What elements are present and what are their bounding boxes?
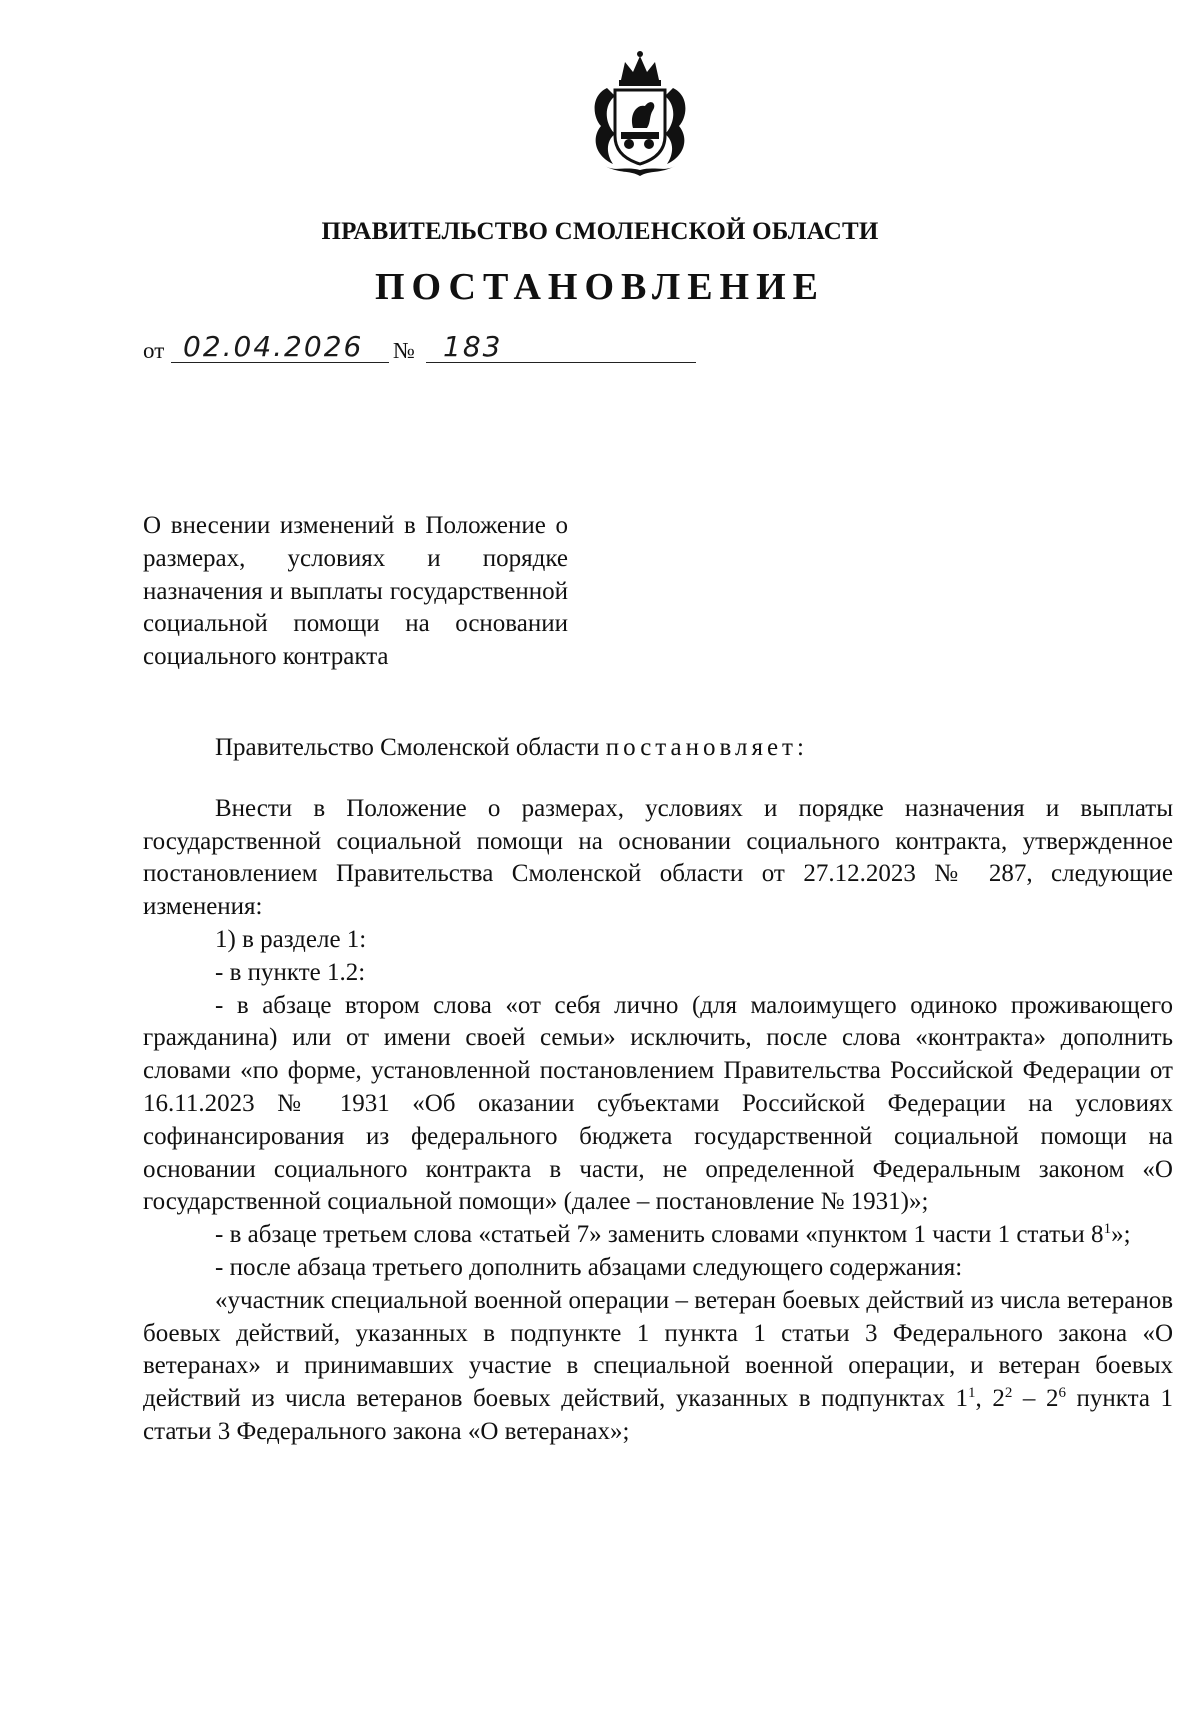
handwritten-number: 183 (443, 330, 503, 363)
para5-end: пункта 1 статьи 3 Федерального закона «О ветеранах»; (143, 1385, 1174, 1445)
number-label: № (393, 338, 415, 363)
coat-of-arms-emblem (585, 48, 695, 178)
government-name: ПРАВИТЕЛЬСТВО СМОЛЕНСКОЙ ОБЛАСТИ (321, 218, 879, 245)
para5-sep-1: , 2 (975, 1385, 1005, 1413)
paragraph-svo-participant (143, 1285, 1173, 1449)
document-body (143, 732, 1173, 1449)
document-type-title: ПОСТАНОВЛЕНИЕ (374, 266, 826, 308)
paragraph-item-1-sub: - в пункте 1.2: (215, 958, 366, 986)
date-label: от (143, 338, 165, 363)
para3-text: - в абзаце третьем слова «статьей 7» заменить словами «пунктом 1 части 1 статьи 8 (215, 1221, 1104, 1249)
preamble-text: Правительство Смоленской области (215, 734, 606, 761)
paragraph-abzac-3 (143, 1219, 1173, 1252)
paragraph-add-abzacs: - после абзаца третьего дополнить абзацами следующего содержания: (215, 1253, 963, 1281)
paragraph-item-1: 1) в разделе 1: (215, 925, 367, 953)
document-subject: О внесении изменений в Положение о размерах, условиях и порядке назначения и выплаты государственной социальной помощи на основании социального контракта (143, 512, 568, 671)
para3-end: »; (1111, 1221, 1131, 1249)
para5-sup-2: 2 (1004, 1385, 1013, 1402)
dateline (143, 330, 563, 370)
para5-sep-2: – 2 (1012, 1385, 1059, 1413)
paragraph-intro: Внести в Положение о размерах, условиях и порядке назначения и выплаты государственной социальной помощи на основании социального контракта, утвержденное постановлением Правительства Смоленской области от 27.12.2023 № 287, следующие изменения: (143, 794, 1173, 921)
para5-sup-1: 1 (968, 1385, 976, 1402)
preamble-verb: постановляет: (605, 734, 808, 761)
paragraph-abzac-2: - в абзаце втором слова «от себя лично (для малоимущего одиноко проживающего гражданина) или от имени своей семьи» исключить, после слова «контракта» дополнить словами «по форме, установленной постановлением Правительства Российской Федерации от 16.11.2023 № 1931 «Об оказании субъектами Российской Федерации на условиях софинансирования из федерального бюджета государственной социальной помощи на основании социального контракта в части, не определенной Федеральным законом «О государственной социальной помощи» (далее – постановление № 1931)»; (143, 991, 1173, 1216)
para5-text: «участник специальной военной операции – ветеран боевых действий из числа ветеранов боевых действий, указанных в подпункте 1 пункта 1 статьи 3 Федерального закона «О ветеранах» и принимавших участие в специальной военной операции, и ветеран боевых действий из числа ветеранов боевых действий, указанных в подпунктах 1 (143, 1286, 1173, 1413)
para3-superscript: 1 (1103, 1221, 1112, 1238)
handwritten-date: 02.04.2026 (183, 330, 364, 363)
para5-sup-3: 6 (1058, 1385, 1066, 1402)
preamble (143, 732, 1173, 765)
